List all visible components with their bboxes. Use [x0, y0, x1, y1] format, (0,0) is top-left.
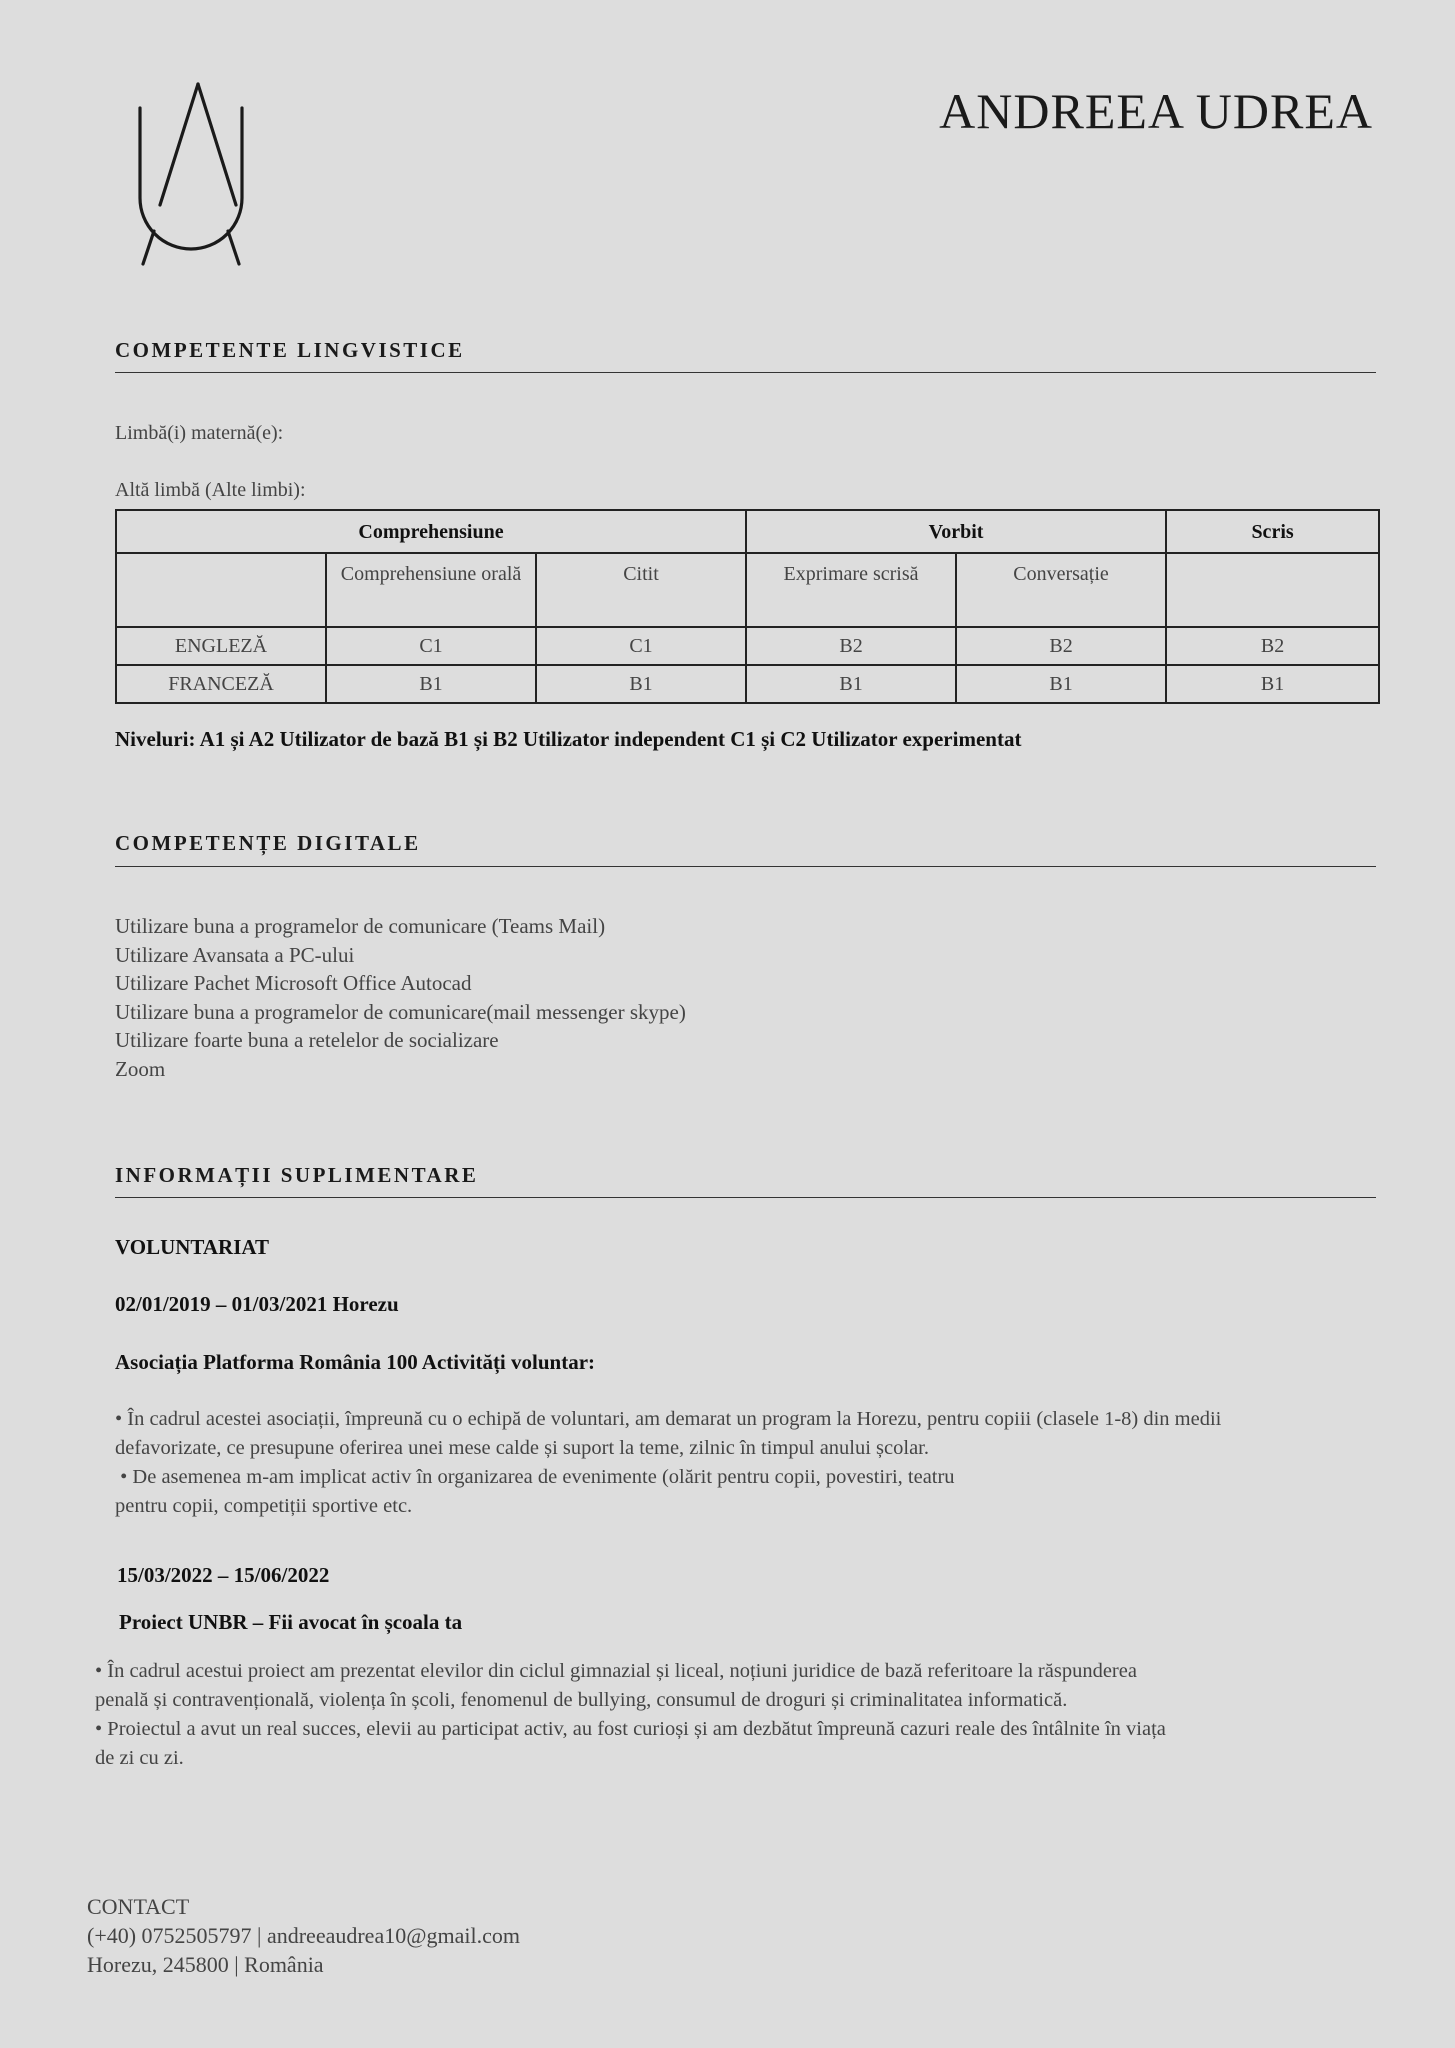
volunteer-organization: Asociația Platforma România 100 Activități voluntar: — [115, 1350, 596, 1374]
table-row — [116, 627, 1379, 665]
section-divider — [115, 866, 1376, 867]
level-cell: C1 — [536, 627, 746, 665]
level-cell: B1 — [746, 665, 956, 703]
contact-phone-email[interactable]: (+40) 0752505797 | andreeaudrea10@gmail.com — [87, 1923, 520, 1948]
level-cell: B1 — [326, 665, 536, 703]
paragraph-line: defavorizate, ce presupune oferirea unei mese calde și suport la teme, zilnic în timpul anului școlar. — [115, 1437, 929, 1459]
table-header-row — [116, 510, 1379, 553]
contact-label: CONTACT — [87, 1894, 190, 1919]
subheader-listening: Comprehensiune orală — [326, 553, 536, 627]
monogram-logo-icon — [128, 78, 268, 273]
language-levels-table — [115, 509, 1380, 704]
volunteer-heading: VOLUNTARIAT — [115, 1235, 269, 1259]
section-title-digital: COMPETENȚE DIGITALE — [115, 831, 421, 855]
project-dates: 15/03/2022 – 15/06/2022 — [117, 1563, 330, 1587]
table-row — [116, 665, 1379, 703]
paragraph-line: • De asemenea m-am implicat activ în organizarea de evenimente (olărit pentru copii, povestiri, teatru — [115, 1466, 955, 1488]
header-comprehension: Comprehensiune — [116, 510, 746, 553]
section-divider — [115, 372, 1376, 373]
list-item: Zoom — [115, 1056, 166, 1081]
paragraph-line: • Proiectul a avut un real succes, elevii au participat activ, au fost curioși și am dezbătut împreună cazuri reale des întâlnite în viața — [95, 1718, 1166, 1740]
header-speaking: Vorbit — [746, 510, 1166, 553]
language-name: ENGLEZĂ — [116, 627, 326, 665]
contact-block — [87, 1892, 520, 1979]
section-title-language: COMPETENTE LINGVISTICE — [115, 338, 465, 362]
level-cell: B1 — [536, 665, 746, 703]
level-cell: B2 — [956, 627, 1166, 665]
language-name: FRANCEZĂ — [116, 665, 326, 703]
section-divider — [115, 1197, 1376, 1198]
paragraph-line: penală și contravențională, violența în școli, fenomenul de bullying, consumul de droguri și criminalitatea informatică. — [95, 1689, 1068, 1711]
paragraph-line: pentru copii, competiții sportive etc. — [115, 1495, 413, 1517]
subheader-reading: Citit — [536, 553, 746, 627]
digital-skills-list — [115, 912, 686, 1083]
list-item: Utilizare buna a programelor de comunicare (Teams Mail) — [115, 914, 606, 938]
empty-cell — [1166, 553, 1379, 627]
list-item: Utilizare Pachet Microsoft Office Autocad — [115, 971, 472, 995]
list-item: Utilizare buna a programelor de comunicare(mail messenger skype) — [115, 999, 686, 1024]
level-cell: B1 — [956, 665, 1166, 703]
volunteer-dates: 02/01/2019 – 01/03/2021 Horezu — [115, 1292, 399, 1316]
list-item: Utilizare Avansata a PC-ului — [115, 942, 355, 967]
subheader-written-expression: Exprimare scrisă — [746, 553, 956, 627]
levels-note: Niveluri: A1 și A2 Utilizator de bază B1 și B2 Utilizator independent C1 și C2 Utilizator experimentat — [115, 727, 1022, 751]
candidate-name: ANDREEA UDREA — [939, 83, 1373, 139]
paragraph-line: • În cadrul acestei asociații, împreună cu o echipă de voluntari, am demarat un program la Horezu, pentru copiii (clasele 1-8) din medii — [115, 1408, 1222, 1430]
level-cell: C1 — [326, 627, 536, 665]
table-subheader-row — [116, 553, 1379, 627]
volunteer-description — [115, 1405, 1385, 1521]
paragraph-line: de zi cu zi. — [95, 1747, 184, 1769]
subheader-conversation: Conversație — [956, 553, 1166, 627]
contact-address: Horezu, 245800 | România — [87, 1952, 324, 1977]
level-cell: B2 — [1166, 627, 1379, 665]
level-cell: B2 — [746, 627, 956, 665]
project-title: Proiect UNBR – Fii avocat în școala ta — [119, 1610, 463, 1634]
level-cell: B1 — [1166, 665, 1379, 703]
section-title-additional: INFORMAȚII SUPLIMENTARE — [115, 1163, 479, 1187]
mother-tongue-label: Limbă(i) maternă(e): — [115, 422, 284, 444]
paragraph-line: • În cadrul acestui proiect am prezentat elevilor din ciclul gimnazial și liceal, noțiuni juridice de bază referitoare la răspunderea — [95, 1660, 1137, 1682]
other-languages-label: Altă limbă (Alte limbi): — [115, 479, 306, 501]
empty-cell — [116, 553, 326, 627]
list-item: Utilizare foarte buna a retelelor de socializare — [115, 1028, 499, 1052]
header-writing: Scris — [1166, 510, 1379, 553]
project-description — [95, 1657, 1385, 1773]
